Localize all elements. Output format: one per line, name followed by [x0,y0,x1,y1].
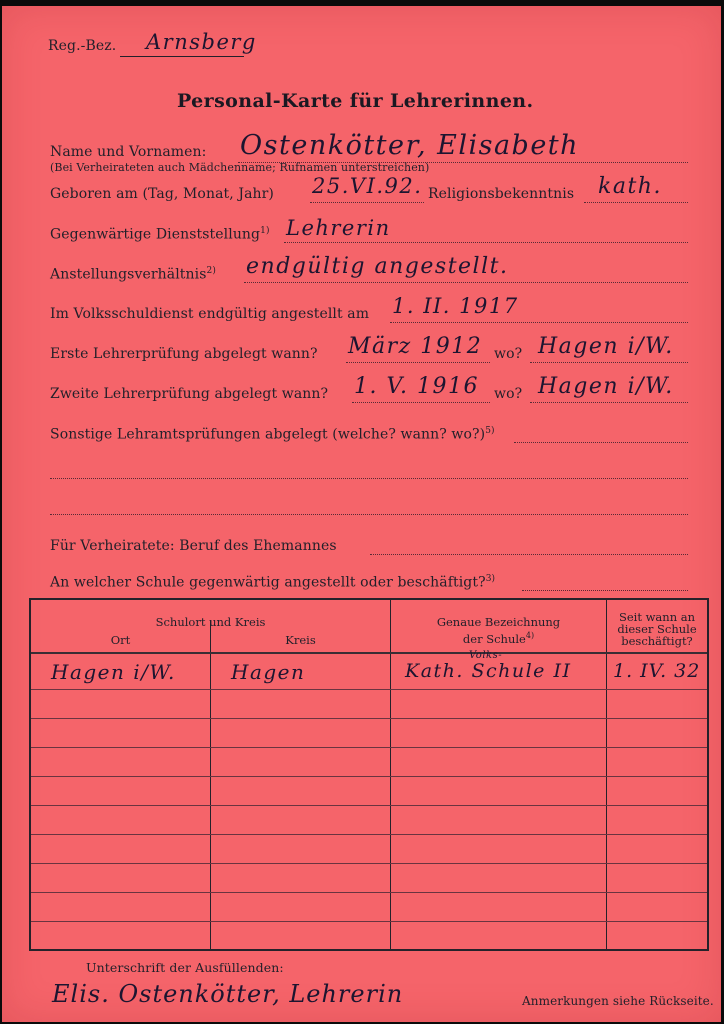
employment-label: Anstellungsverhältnis$^{2)}$ [50,266,216,283]
reg-bez-value: Arnsberg [146,30,257,54]
row1-kreis: Hagen [231,660,306,684]
second-exam-where-dotted [530,402,688,403]
col-header-kreis: Kreis [285,633,316,647]
religion-dotted-line [584,202,688,203]
table-row-line [31,834,707,835]
second-exam-when-dotted [352,402,490,403]
table-group-header: Schulort und Kreis [155,615,266,629]
table-row-line [31,689,707,690]
second-exam-label: Zweite Lehrerprüfung abgelegt wann? [50,386,329,402]
col-header-seit-2: dieser Schule [617,622,697,636]
born-dotted-line [310,202,424,203]
born-value: 25.VI.92. [312,174,423,198]
table-row-line [31,805,707,806]
col-header-seit-1: Seit wann an [618,610,696,624]
table-row-line [31,747,707,748]
col-header-seit-3: beschäftigt? [621,634,693,648]
remark-back-side: Anmerkungen siehe Rückseite. [522,994,714,1008]
born-label: Geboren am (Tag, Monat, Jahr) [50,186,274,202]
col-header-bezeichnung-2: der Schule$^{4)}$ [462,631,535,646]
school-table [29,598,709,951]
col-header-ort: Ort [110,633,131,647]
name-value: Ostenkötter, Elisabeth [240,130,580,161]
table-row-line [31,863,707,864]
first-exam-where-dotted [530,362,688,363]
table-row-line [31,776,707,777]
name-label: Name und Vornamen: [50,144,207,160]
other-exams-label: Sonstige Lehramtsprüfungen abgelegt (welche? wann? wo?)$^{5)}$ [50,426,495,443]
reg-bez-underline [120,56,244,57]
husband-label: Für Verheiratete: Beruf des Ehemannes [50,538,337,554]
table-row-line [31,921,707,922]
row1-ort: Hagen i/W. [51,660,176,684]
first-exam-label: Erste Lehrerprüfung abgelegt wann? [50,346,318,362]
position-value: Lehrerin [286,216,391,240]
second-exam-where: Hagen i/W. [538,374,674,399]
signature: Elis. Ostenkötter, Lehrerin [52,980,404,1008]
table-header-bottom [31,652,707,654]
volksschul-dotted-line [390,322,688,323]
table-row-line [31,892,707,893]
signature-label: Unterschrift der Ausfüllenden: [86,960,284,975]
school-dotted-line [522,590,688,591]
first-exam-when-dotted [346,362,490,363]
name-note: (Bei Verheirateten auch Mädchenname; Rufnamen unterstreichen) [50,161,430,174]
husband-dotted-line [370,554,688,555]
other-exams-dotted-3 [50,514,688,515]
volksschul-label: Im Volksschuldienst endgültig angestellt am [50,306,370,322]
second-exam-when: 1. V. 1916 [354,374,479,399]
volksschul-value: 1. II. 1917 [392,294,519,318]
second-exam-where-label: wo? [494,386,523,402]
first-exam-where-label: wo? [494,346,523,362]
row1-schule: Kath. Schule II [405,660,572,682]
other-exams-dotted-1 [514,442,688,443]
first-exam-where: Hagen i/W. [538,334,674,359]
employment-value: endgültig angestellt. [246,254,509,279]
first-exam-when: März 1912 [348,334,483,359]
reg-bez-label: Reg.-Bez. [48,38,117,54]
page-title: Personal-Karte für Lehrerinnen. [177,90,534,112]
col-header-bezeichnung-1: Genaue Bezeichnung [436,615,561,629]
table-row-line [31,718,707,719]
row1-schule-insert: Volks- [469,650,503,661]
other-exams-dotted-2 [50,478,688,479]
school-label: An welcher Schule gegenwärtig angestellt oder beschäftigt?$^{3)}$ [50,574,496,591]
position-dotted-line [284,242,688,243]
employment-dotted-line [244,282,688,283]
personal-card [2,6,721,1022]
religion-value: kath. [598,174,662,199]
religion-label: Religionsbekenntnis [428,186,575,202]
row1-seit: 1. IV. 32 [613,660,701,682]
col-divider-ort-kreis [210,620,211,949]
position-label: Gegenwärtige Dienststellung$^{1)}$ [50,226,270,243]
